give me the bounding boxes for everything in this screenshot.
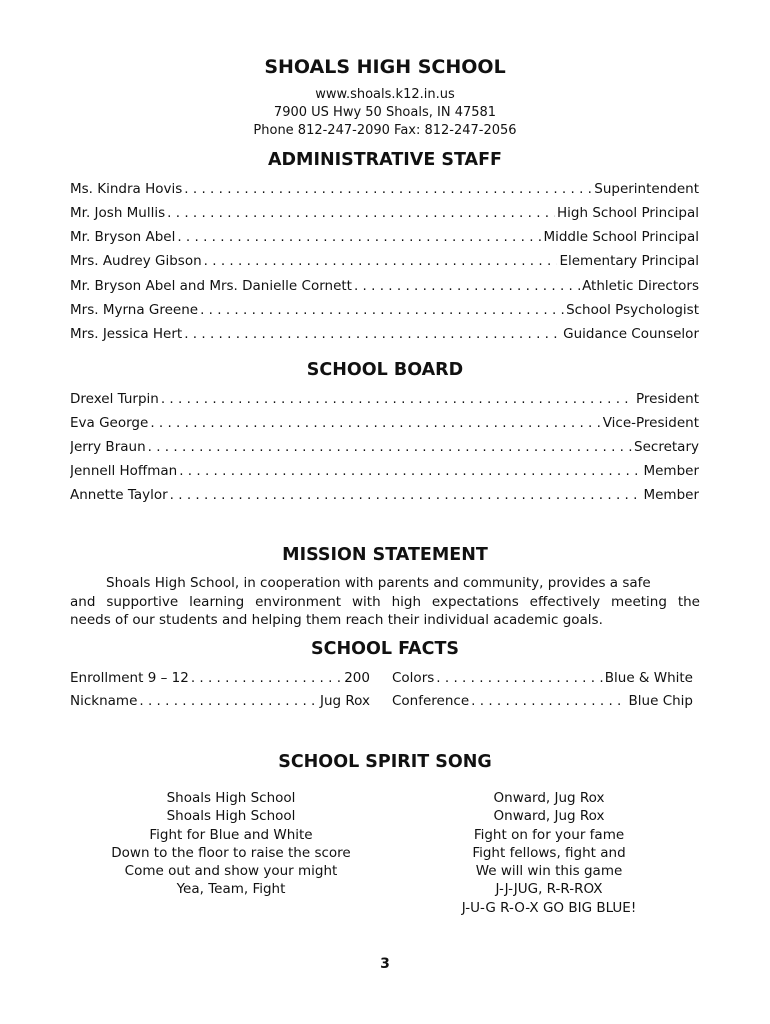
admin-staff-row (70, 252, 699, 270)
board-member-role: Member (643, 463, 699, 479)
board-member-role: Member (643, 487, 699, 503)
mission-heading: MISSION STATEMENT (282, 545, 488, 565)
board-member-row (70, 438, 699, 456)
song-line: Onward, Jug Rox (493, 790, 605, 806)
song-line: Fight for Blue and White (149, 826, 313, 843)
fact-row (70, 669, 370, 687)
leader-dots (471, 692, 626, 710)
staff-role: Elementary Principal (559, 253, 699, 269)
staff-name: Ms. Kindra Hovis (70, 181, 183, 197)
leader-dots (191, 669, 342, 687)
leader-dots (184, 180, 592, 198)
song-line: We will win this game (475, 863, 623, 880)
leader-dots (139, 692, 318, 710)
leader-dots (179, 462, 641, 480)
page-number: 3 (380, 956, 390, 972)
school-name: SHOALS HIGH SCHOOL (264, 56, 506, 78)
song-line: Shoals High School (166, 790, 296, 806)
staff-role: Athletic Directors (582, 278, 699, 294)
fact-label: Enrollment 9 – 12 (70, 670, 189, 686)
fact-label: Conference (392, 693, 470, 709)
fact-value: Jug Rox (319, 693, 370, 709)
admin-staff-row (70, 228, 699, 246)
board-member-name: Annette Taylor (70, 487, 168, 503)
song-line: Yea, Team, Fight (176, 881, 286, 898)
staff-name: Mrs. Audrey Gibson (70, 253, 202, 269)
school-address: 7900 US Hwy 50 Shoals, IN 47581 (273, 105, 497, 120)
song-line: Come out and show your might (124, 863, 338, 880)
fact-value: Blue & White (604, 670, 693, 686)
mission-line: needs of our students and helping them reach their individual academic goals. (70, 612, 603, 628)
admin-staff-row (70, 277, 699, 295)
leader-dots (170, 486, 642, 504)
staff-name: Mr. Bryson Abel and Mrs. Danielle Cornett (70, 278, 352, 294)
board-member-role: Vice-President (602, 415, 699, 431)
leader-dots (200, 301, 564, 319)
staff-name: Mr. Bryson Abel (70, 229, 176, 245)
song-line: J-U-G R-O-X GO BIG BLUE! (461, 899, 637, 916)
fact-value: Blue Chip (628, 693, 693, 709)
leader-dots (161, 390, 634, 408)
admin-staff-row (70, 325, 699, 343)
board-member-row (70, 414, 699, 432)
fact-row (70, 692, 370, 710)
staff-role: Superintendent (594, 181, 699, 197)
mission-line: and supportive learning environment with high expectations effectively meeting the (70, 593, 700, 610)
song-verse-right (399, 789, 699, 917)
board-member-role: President (636, 391, 699, 407)
board-member-name: Jennell Hoffman (70, 463, 178, 479)
fact-label: Colors (392, 670, 435, 686)
fact-label: Nickname (70, 693, 138, 709)
mission-paragraph (70, 574, 700, 630)
board-member-row (70, 486, 699, 504)
admin-staff-row (70, 180, 699, 198)
admin-staff-row (70, 204, 699, 222)
staff-role: High School Principal (557, 205, 699, 221)
facts-heading: SCHOOL FACTS (311, 639, 459, 659)
staff-name: Mrs. Myrna Greene (70, 302, 199, 318)
staff-name: Mrs. Jessica Hert (70, 326, 183, 342)
fact-value: 200 (344, 670, 370, 686)
staff-role: Guidance Counselor (563, 326, 699, 342)
board-member-name: Eva George (70, 415, 149, 431)
staff-name: Mr. Josh Mullis (70, 205, 166, 221)
admin-staff-row (70, 301, 699, 319)
song-line: Fight fellows, fight and (472, 844, 626, 861)
leader-dots (148, 438, 632, 456)
leader-dots (184, 325, 561, 343)
board-member-name: Drexel Turpin (70, 391, 159, 407)
leader-dots (150, 414, 600, 432)
board-member-role: Secretary (634, 439, 699, 455)
staff-role: Middle School Principal (543, 229, 699, 245)
leader-dots (436, 669, 602, 687)
song-line: Shoals High School (166, 808, 296, 825)
board-member-row (70, 462, 699, 480)
admin-staff-heading: ADMINISTRATIVE STAFF (267, 150, 503, 170)
school-phone-fax: Phone 812-247-2090 Fax: 812-247-2056 (253, 123, 517, 138)
board-member-row (70, 390, 699, 408)
school-board-heading: SCHOOL BOARD (306, 360, 464, 380)
song-heading: SCHOOL SPIRIT SONG (278, 752, 492, 772)
board-member-name: Jerry Braun (70, 439, 146, 455)
school-website: www.shoals.k12.in.us (315, 87, 455, 102)
staff-role: School Psychologist (566, 302, 699, 318)
song-line: Down to the floor to raise the score (111, 844, 351, 861)
song-line: J-J-JUG, R-R-ROX (495, 881, 603, 898)
song-line: Onward, Jug Rox (493, 808, 605, 825)
song-line: Fight on for your fame (473, 826, 625, 843)
song-verse-left (81, 789, 381, 899)
leader-dots (204, 252, 558, 270)
mission-line: Shoals High School, in cooperation with parents and community, provides a safe (106, 575, 651, 591)
fact-row (392, 692, 693, 710)
leader-dots (354, 277, 580, 295)
fact-row (392, 669, 693, 687)
leader-dots (177, 228, 541, 246)
leader-dots (167, 204, 555, 222)
